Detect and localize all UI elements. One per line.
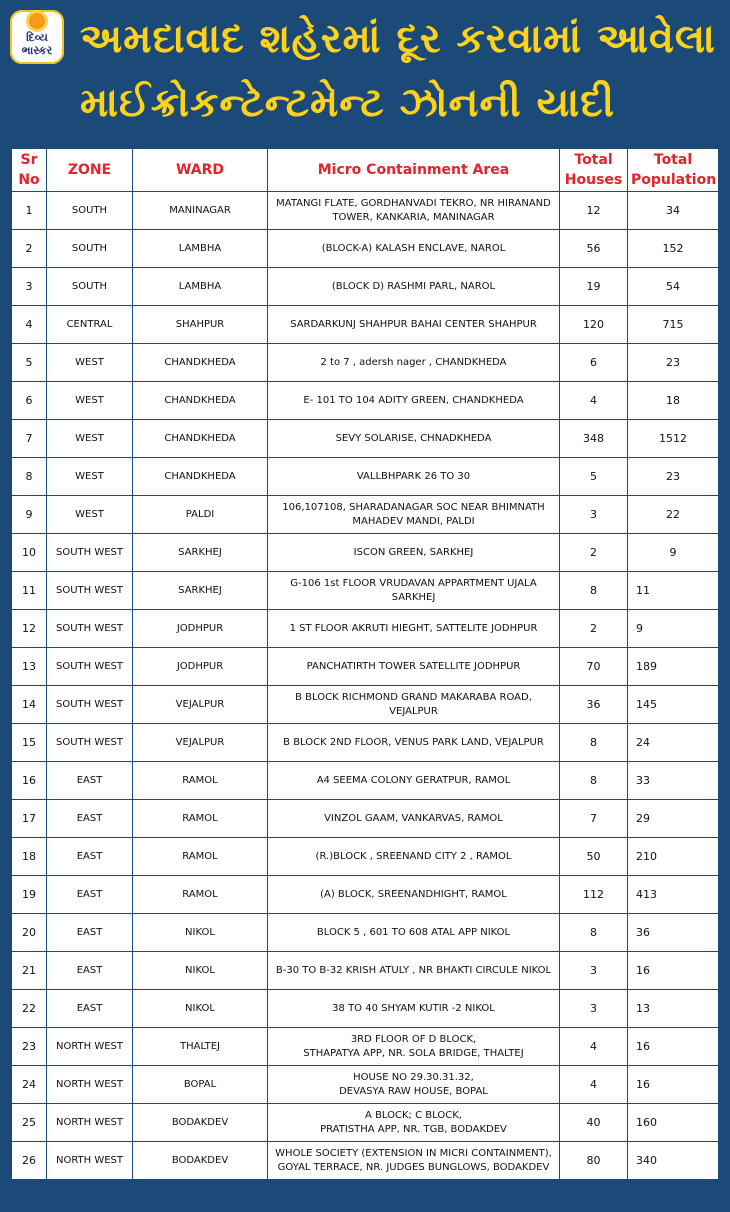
- cell-area: [268, 1028, 560, 1066]
- cell-total-houses: 2: [560, 534, 628, 572]
- cell-sr-no: 1: [12, 192, 47, 230]
- cell-total-houses: 3: [560, 496, 628, 534]
- cell-area: [268, 192, 560, 230]
- cell-total-houses: 120: [560, 306, 628, 344]
- cell-ward: PALDI: [133, 496, 268, 534]
- area-line: SEVY SOLARISE, CHNADKHEDA: [335, 432, 492, 444]
- cell-area: [268, 686, 560, 724]
- cell-total-population: 16: [628, 952, 719, 990]
- cell-ward: VEJALPUR: [133, 724, 268, 762]
- area-line: 38 TO 40 SHYAM KUTIR -2 NIKOL: [332, 1002, 495, 1014]
- cell-sr-no: 13: [12, 648, 47, 686]
- cell-total-population: 11: [628, 572, 719, 610]
- cell-area: [268, 306, 560, 344]
- header-population-line1: Total: [653, 152, 693, 168]
- area-line: TOWER, KANKARIA, MANINAGAR: [332, 211, 495, 223]
- cell-total-houses: 5: [560, 458, 628, 496]
- table-row: [12, 838, 719, 876]
- cell-zone: SOUTH WEST: [47, 572, 133, 610]
- cell-ward: THALTEJ: [133, 1028, 268, 1066]
- cell-total-population: 160: [628, 1104, 719, 1142]
- cell-sr-no: 14: [12, 686, 47, 724]
- cell-ward: JODHPUR: [133, 610, 268, 648]
- cell-sr-no: 9: [12, 496, 47, 534]
- header-population-line2: Population: [631, 172, 717, 188]
- cell-sr-no: 2: [12, 230, 47, 268]
- table-row: [12, 496, 719, 534]
- area-line: A4 SEEMA COLONY GERATPUR, RAMOL: [316, 774, 511, 786]
- cell-zone: SOUTH WEST: [47, 686, 133, 724]
- cell-total-population: 152: [628, 230, 719, 268]
- cell-area: [268, 1104, 560, 1142]
- cell-total-houses: 8: [560, 572, 628, 610]
- area-line: HOUSE NO 29.30.31.32,: [353, 1071, 474, 1083]
- cell-zone: EAST: [47, 838, 133, 876]
- cell-ward: RAMOL: [133, 838, 268, 876]
- table-row: [12, 1104, 719, 1142]
- cell-zone: SOUTH WEST: [47, 648, 133, 686]
- table-row: [12, 648, 719, 686]
- cell-ward: VEJALPUR: [133, 686, 268, 724]
- area-line: G-106 1st FLOOR VRUDAVAN APPARTMENT UJALA: [290, 577, 537, 589]
- table-row: [12, 1142, 719, 1180]
- cell-area: [268, 876, 560, 914]
- cell-ward: BOPAL: [133, 1066, 268, 1104]
- cell-area: [268, 382, 560, 420]
- cell-ward: CHANDKHEDA: [133, 420, 268, 458]
- cell-zone: WEST: [47, 458, 133, 496]
- cell-area: [268, 610, 560, 648]
- cell-zone: SOUTH: [47, 192, 133, 230]
- cell-total-houses: 112: [560, 876, 628, 914]
- area-line: MAHADEV MANDI, PALDI: [352, 515, 475, 527]
- logo-text-line2: ભાસ્કર: [21, 44, 53, 57]
- cell-sr-no: 22: [12, 990, 47, 1028]
- column-header-total-population: [628, 149, 719, 192]
- table-row: [12, 192, 719, 230]
- area-line: 2 to 7 , adersh nager , CHANDKHEDA: [320, 356, 507, 368]
- area-line: GOYAL TERRACE, NR. JUDGES BUNGLOWS, BODAKDEV: [277, 1161, 550, 1173]
- header-houses-line1: Total: [574, 152, 613, 168]
- cell-sr-no: 18: [12, 838, 47, 876]
- cell-ward: CHANDKHEDA: [133, 382, 268, 420]
- area-line: B BLOCK 2ND FLOOR, VENUS PARK LAND, VEJALPUR: [283, 736, 544, 748]
- cell-total-houses: 40: [560, 1104, 628, 1142]
- area-line: (A) BLOCK, SREENANDHIGHT, RAMOL: [320, 888, 507, 900]
- area-line: (R.)BLOCK , SREENAND CITY 2 , RAMOL: [315, 850, 512, 862]
- cell-zone: CENTRAL: [47, 306, 133, 344]
- cell-area: [268, 458, 560, 496]
- cell-total-houses: 3: [560, 952, 628, 990]
- table-row: [12, 382, 719, 420]
- cell-sr-no: 16: [12, 762, 47, 800]
- cell-ward: RAMOL: [133, 800, 268, 838]
- area-line: VALLBHPARK 26 TO 30: [356, 470, 471, 482]
- table-body: [12, 192, 719, 1180]
- cell-zone: SOUTH WEST: [47, 610, 133, 648]
- table-row: [12, 534, 719, 572]
- cell-total-population: 145: [628, 686, 719, 724]
- cell-ward: SARKHEJ: [133, 572, 268, 610]
- cell-sr-no: 12: [12, 610, 47, 648]
- cell-zone: NORTH WEST: [47, 1028, 133, 1066]
- cell-area: [268, 762, 560, 800]
- cell-ward: MANINAGAR: [133, 192, 268, 230]
- cell-area: [268, 724, 560, 762]
- cell-zone: WEST: [47, 344, 133, 382]
- cell-total-population: 23: [628, 458, 719, 496]
- cell-total-houses: 36: [560, 686, 628, 724]
- area-line: 1 ST FLOOR AKRUTI HIEGHT, SATTELITE JODHPUR: [289, 622, 538, 634]
- cell-ward: LAMBHA: [133, 268, 268, 306]
- cell-sr-no: 20: [12, 914, 47, 952]
- area-line: PANCHATIRTH TOWER SATELLITE JODHPUR: [306, 660, 521, 672]
- cell-sr-no: 10: [12, 534, 47, 572]
- table-header-row: [12, 149, 719, 192]
- table-row: [12, 1028, 719, 1066]
- cell-ward: SHAHPUR: [133, 306, 268, 344]
- cell-sr-no: 8: [12, 458, 47, 496]
- cell-area: [268, 838, 560, 876]
- cell-sr-no: 3: [12, 268, 47, 306]
- table-row: [12, 724, 719, 762]
- cell-area: [268, 344, 560, 382]
- header-sr-line1: Sr: [20, 152, 38, 168]
- area-line: (BLOCK D) RASHMI PARL, NAROL: [331, 280, 496, 292]
- cell-total-population: 9: [628, 610, 719, 648]
- cell-zone: WEST: [47, 382, 133, 420]
- area-line: B-30 TO B-32 KRISH ATULY , NR BHAKTI CIRCULE NIKOL: [275, 964, 552, 976]
- cell-area: [268, 1066, 560, 1104]
- cell-total-houses: 19: [560, 268, 628, 306]
- table-row: [12, 420, 719, 458]
- cell-total-population: 340: [628, 1142, 719, 1180]
- page-title-line2: માઈક્રોકન્ટેન્ટમેન્ટ ઝોનની યાદી: [80, 80, 616, 126]
- cell-zone: EAST: [47, 990, 133, 1028]
- cell-ward: RAMOL: [133, 876, 268, 914]
- cell-total-population: 16: [628, 1066, 719, 1104]
- cell-total-houses: 4: [560, 1066, 628, 1104]
- cell-area: [268, 534, 560, 572]
- area-line: VEJALPUR: [389, 705, 438, 717]
- header-ward-label: WARD: [175, 162, 225, 178]
- cell-ward: LAMBHA: [133, 230, 268, 268]
- table-row: [12, 572, 719, 610]
- cell-zone: NORTH WEST: [47, 1066, 133, 1104]
- cell-total-houses: 12: [560, 192, 628, 230]
- area-line: STHAPATYA APP, NR. SOLA BRIDGE, THALTEJ: [303, 1047, 524, 1059]
- cell-total-population: 29: [628, 800, 719, 838]
- cell-sr-no: 4: [12, 306, 47, 344]
- cell-total-population: 413: [628, 876, 719, 914]
- cell-zone: NORTH WEST: [47, 1104, 133, 1142]
- area-line: E- 101 TO 104 ADITY GREEN, CHANDKHEDA: [303, 394, 524, 406]
- table-row: [12, 914, 719, 952]
- cell-zone: WEST: [47, 420, 133, 458]
- header-area-label: Micro Containment Area: [317, 162, 510, 178]
- cell-total-population: 23: [628, 344, 719, 382]
- cell-total-population: 33: [628, 762, 719, 800]
- cell-ward: NIKOL: [133, 952, 268, 990]
- cell-total-houses: 8: [560, 724, 628, 762]
- cell-total-population: 16: [628, 1028, 719, 1066]
- header-houses-line2: Houses: [564, 172, 623, 188]
- cell-ward: CHANDKHEDA: [133, 344, 268, 382]
- cell-ward: RAMOL: [133, 762, 268, 800]
- area-line: SARDARKUNJ SHAHPUR BAHAI CENTER SHAHPUR: [290, 318, 537, 330]
- column-header-total-houses: [560, 149, 628, 192]
- cell-total-houses: 8: [560, 762, 628, 800]
- cell-area: [268, 572, 560, 610]
- area-line: WHOLE SOCIETY (EXTENSION IN MICRI CONTAINMENT),: [275, 1147, 552, 1159]
- table-row: [12, 1066, 719, 1104]
- cell-total-houses: 348: [560, 420, 628, 458]
- area-line: VINZOL GAAM, VANKARVAS, RAMOL: [324, 812, 503, 824]
- cell-area: [268, 800, 560, 838]
- cell-zone: EAST: [47, 952, 133, 990]
- column-header-sr-no: [12, 149, 47, 192]
- area-line: (BLOCK-A) KALASH ENCLAVE, NAROL: [321, 242, 506, 254]
- page-title-line1: અમદાવાદ શહેરમાં દૂર કરવામાં આવેલા: [80, 16, 716, 62]
- table-row: [12, 686, 719, 724]
- cell-total-population: 13: [628, 990, 719, 1028]
- divya-bhaskar-logo: [10, 10, 64, 64]
- sun-icon: [29, 13, 45, 29]
- cell-zone: EAST: [47, 762, 133, 800]
- cell-area: [268, 496, 560, 534]
- cell-total-houses: 3: [560, 990, 628, 1028]
- column-header-area: [268, 149, 560, 192]
- area-line: SARKHEJ: [391, 591, 436, 603]
- cell-total-houses: 7: [560, 800, 628, 838]
- cell-zone: SOUTH: [47, 268, 133, 306]
- cell-total-population: 54: [628, 268, 719, 306]
- cell-zone: SOUTH: [47, 230, 133, 268]
- cell-area: [268, 1142, 560, 1180]
- cell-area: [268, 230, 560, 268]
- cell-sr-no: 15: [12, 724, 47, 762]
- column-header-ward: [133, 149, 268, 192]
- cell-sr-no: 7: [12, 420, 47, 458]
- table-row: [12, 306, 719, 344]
- cell-total-houses: 2: [560, 610, 628, 648]
- column-header-zone: [47, 149, 133, 192]
- cell-total-population: 34: [628, 192, 719, 230]
- cell-total-houses: 50: [560, 838, 628, 876]
- cell-sr-no: 21: [12, 952, 47, 990]
- table-row: [12, 990, 719, 1028]
- area-line: B BLOCK RICHMOND GRAND MAKARABA ROAD,: [295, 691, 532, 703]
- header: [0, 0, 730, 148]
- area-line: DEVASYA RAW HOUSE, BOPAL: [339, 1085, 488, 1097]
- cell-zone: SOUTH WEST: [47, 724, 133, 762]
- header-zone-label: ZONE: [67, 162, 112, 178]
- cell-total-houses: 56: [560, 230, 628, 268]
- cell-total-population: 24: [628, 724, 719, 762]
- cell-total-population: 210: [628, 838, 719, 876]
- cell-sr-no: 23: [12, 1028, 47, 1066]
- cell-total-houses: 4: [560, 1028, 628, 1066]
- cell-ward: SARKHEJ: [133, 534, 268, 572]
- cell-sr-no: 26: [12, 1142, 47, 1180]
- cell-sr-no: 19: [12, 876, 47, 914]
- table-row: [12, 610, 719, 648]
- area-line: 3RD FLOOR OF D BLOCK,: [350, 1033, 477, 1045]
- cell-total-population: 36: [628, 914, 719, 952]
- table-row: [12, 458, 719, 496]
- cell-ward: BODAKDEV: [133, 1104, 268, 1142]
- cell-sr-no: 25: [12, 1104, 47, 1142]
- table-row: [12, 344, 719, 382]
- cell-sr-no: 17: [12, 800, 47, 838]
- cell-ward: CHANDKHEDA: [133, 458, 268, 496]
- cell-area: [268, 914, 560, 952]
- cell-total-population: 18: [628, 382, 719, 420]
- cell-area: [268, 268, 560, 306]
- table-row: [12, 762, 719, 800]
- table-row: [12, 800, 719, 838]
- cell-zone: EAST: [47, 914, 133, 952]
- area-line: ISCON GREEN, SARKHEJ: [353, 546, 474, 558]
- cell-ward: BODAKDEV: [133, 1142, 268, 1180]
- area-line: MATANGI FLATE, GORDHANVADI TEKRO, NR HIRANAND: [276, 197, 551, 209]
- cell-total-population: 189: [628, 648, 719, 686]
- cell-area: [268, 648, 560, 686]
- cell-sr-no: 24: [12, 1066, 47, 1104]
- cell-total-population: 22: [628, 496, 719, 534]
- cell-total-population: 715: [628, 306, 719, 344]
- table-row: [12, 230, 719, 268]
- area-line: PRATISTHA APP, NR. TGB, BODAKDEV: [320, 1123, 507, 1135]
- cell-ward: JODHPUR: [133, 648, 268, 686]
- cell-total-population: 1512: [628, 420, 719, 458]
- cell-zone: SOUTH WEST: [47, 534, 133, 572]
- cell-total-houses: 6: [560, 344, 628, 382]
- cell-total-population: 9: [628, 534, 719, 572]
- area-line: 106,107108, SHARADANAGAR SOC NEAR BHIMNATH: [282, 501, 545, 513]
- cell-sr-no: 5: [12, 344, 47, 382]
- cell-total-houses: 70: [560, 648, 628, 686]
- cell-sr-no: 6: [12, 382, 47, 420]
- table-row: [12, 952, 719, 990]
- cell-area: [268, 952, 560, 990]
- cell-total-houses: 80: [560, 1142, 628, 1180]
- cell-zone: EAST: [47, 876, 133, 914]
- cell-zone: EAST: [47, 800, 133, 838]
- containment-table: [11, 148, 719, 1180]
- cell-area: [268, 990, 560, 1028]
- cell-ward: NIKOL: [133, 914, 268, 952]
- area-line: A BLOCK; C BLOCK,: [365, 1109, 462, 1121]
- cell-sr-no: 11: [12, 572, 47, 610]
- cell-ward: NIKOL: [133, 990, 268, 1028]
- cell-zone: WEST: [47, 496, 133, 534]
- cell-total-houses: 4: [560, 382, 628, 420]
- table-row: [12, 268, 719, 306]
- header-sr-line2: No: [18, 172, 40, 188]
- cell-area: [268, 420, 560, 458]
- cell-zone: NORTH WEST: [47, 1142, 133, 1180]
- logo-text-line1: દિવ્ય: [26, 31, 48, 44]
- cell-total-houses: 8: [560, 914, 628, 952]
- area-line: BLOCK 5 , 601 TO 608 ATAL APP NIKOL: [316, 926, 511, 938]
- table-row: [12, 876, 719, 914]
